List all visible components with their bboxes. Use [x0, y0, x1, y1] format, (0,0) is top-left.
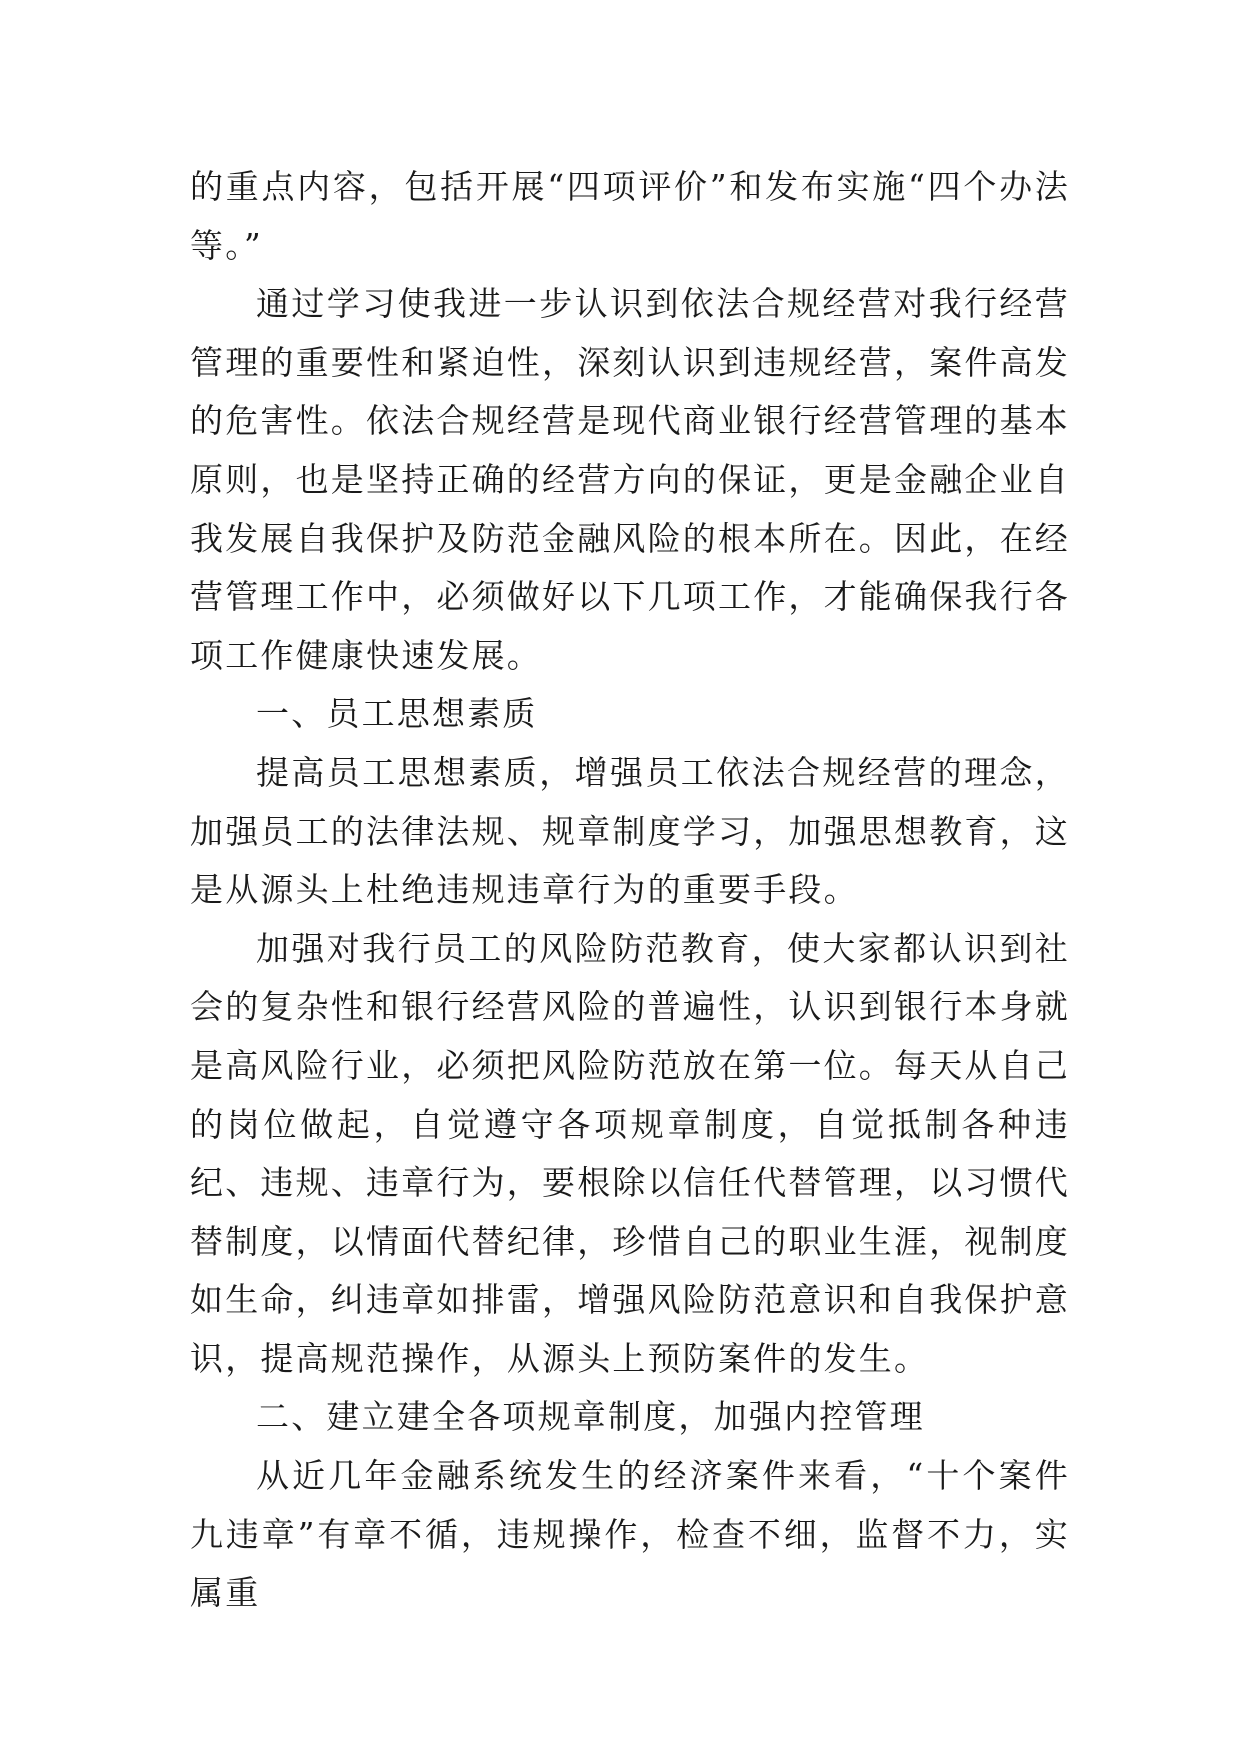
- section-heading-2: 二、建立建全各项规章制度，加强内控管理: [256, 1397, 925, 1437]
- paragraph-employee-quality: 提高员工思想素质，增强员工依法合规经营的理念，加强员工的法律法规、规章制度学习，加强思想教育，这是从源头上杜绝违规违章行为的重要手段。: [190, 752, 1070, 910]
- paragraph-study-insight: 通过学习使我进一步认识到依法合规经营对我行经营管理的重要性和紧迫性，深刻认识到违规经营，案件高发的危害性。依法合规经营是现代商业银行经营管理的基本原则，也是坚持正确的经营方向的保证，更是金融企业自我发展自我保护及防范金融风险的根本所在。因此，在经营管理工作中，必须做好以下几项工作，才能确保我行各项工作健康快速发展。: [190, 284, 1070, 675]
- paragraph-case-analysis: 从近几年金融系统发生的经济案件来看，“十个案件九违章”有章不循，违规操作，检查不细，监督不力，实属重: [190, 1456, 1070, 1613]
- paragraph-continuation: 的重点内容，包括开展“四项评价”和发布实施“四个办法等。”: [190, 167, 1070, 265]
- document-body: [190, 158, 1070, 1623]
- paragraph-risk-education: 加强对我行员工的风险防范教育，使大家都认识到社会的复杂性和银行经营风险的普遍性，认识到银行本身就是高风险行业，必须把风险防范放在第一位。每天从自己的岗位做起，自觉遵守各项规章制度，自觉抵制各种违纪、违规、违章行为，要根除以信任代替管理，以习惯代替制度，以情面代替纪律，珍惜自己的职业生涯，视制度如生命，纠违章如排雷，增强风险防范意识和自我保护意识，提高规范操作，从源头上预防案件的发生。: [190, 928, 1070, 1378]
- section-heading-1: 一、员工思想素质: [256, 694, 538, 734]
